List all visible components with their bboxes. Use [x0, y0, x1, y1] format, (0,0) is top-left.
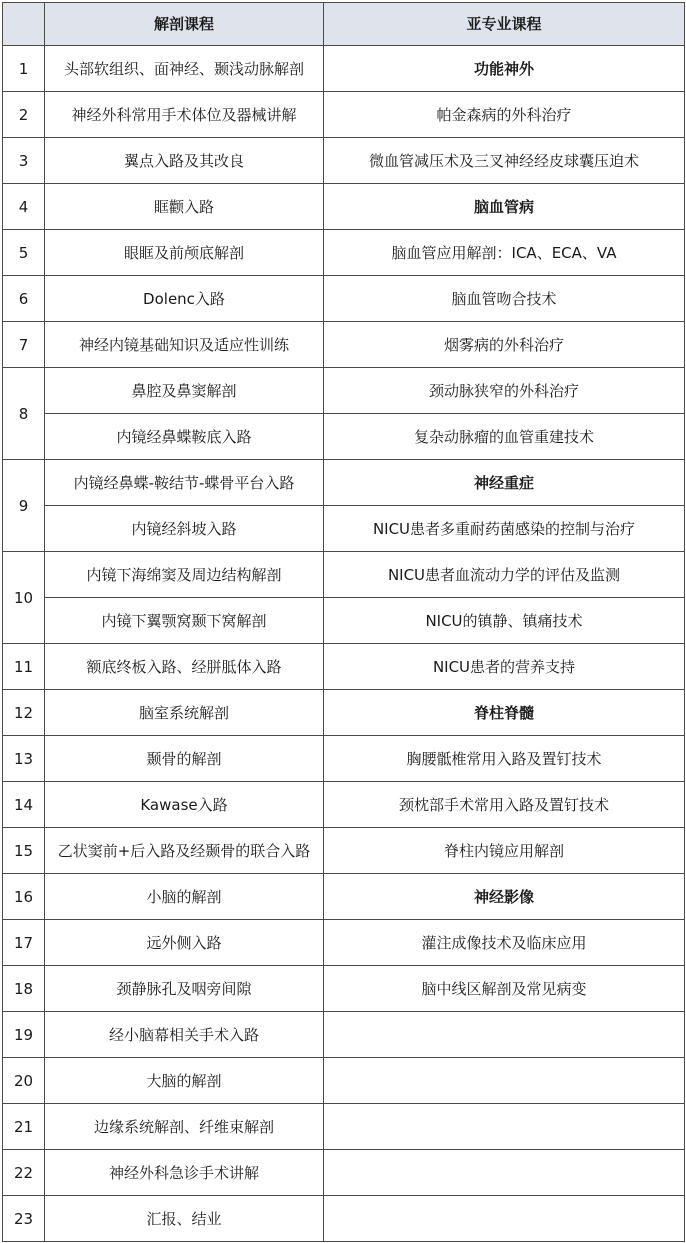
- table-row: [3, 460, 685, 506]
- anatomy-course-cell: 内镜经斜坡入路: [45, 506, 324, 552]
- subspecialty-course-cell: 脑血管吻合技术: [324, 276, 685, 322]
- anatomy-course-cell: 小脑的解剖: [45, 874, 324, 920]
- anatomy-course-cell: Dolenc入路: [45, 276, 324, 322]
- anatomy-course-cell: 内镜经鼻蝶鞍底入路: [45, 414, 324, 460]
- row-index: 6: [3, 276, 45, 322]
- anatomy-course-cell: 脑室系统解剖: [45, 690, 324, 736]
- subspecialty-course-cell: 脑血管应用解剖：ICA、ECA、VA: [324, 230, 685, 276]
- subspecialty-category-cell: 功能神外: [324, 46, 685, 92]
- table-row: [3, 1196, 685, 1242]
- subspecialty-course-cell: [324, 1150, 685, 1196]
- table-row: [3, 92, 685, 138]
- table-row: [3, 736, 685, 782]
- table-row: [3, 414, 685, 460]
- anatomy-course-cell: 头部软组织、面神经、颞浅动脉解剖: [45, 46, 324, 92]
- row-index: 14: [3, 782, 45, 828]
- table-row: [3, 138, 685, 184]
- anatomy-course-cell: 颈静脉孔及咽旁间隙: [45, 966, 324, 1012]
- anatomy-course-cell: 经小脑幕相关手术入路: [45, 1012, 324, 1058]
- row-index: 2: [3, 92, 45, 138]
- subspecialty-course-cell: 脊柱内镜应用解剖: [324, 828, 685, 874]
- table-row: [3, 1058, 685, 1104]
- table-row: [3, 322, 685, 368]
- anatomy-course-cell: 神经内镜基础知识及适应性训练: [45, 322, 324, 368]
- table-row: [3, 552, 685, 598]
- row-index: 22: [3, 1150, 45, 1196]
- subspecialty-category-cell: 脊柱脊髓: [324, 690, 685, 736]
- table-row: [3, 46, 685, 92]
- subspecialty-course-cell: 复杂动脉瘤的血管重建技术: [324, 414, 685, 460]
- header-row: [3, 3, 685, 46]
- table-header: [3, 3, 685, 46]
- table-row: [3, 782, 685, 828]
- row-index: 7: [3, 322, 45, 368]
- header-index: [3, 3, 45, 46]
- row-index: 21: [3, 1104, 45, 1150]
- subspecialty-category-cell: 神经影像: [324, 874, 685, 920]
- table-row: [3, 368, 685, 414]
- table-row: [3, 276, 685, 322]
- row-index: 19: [3, 1012, 45, 1058]
- row-index: 4: [3, 184, 45, 230]
- subspecialty-course-cell: [324, 1058, 685, 1104]
- anatomy-course-cell: 内镜经鼻蝶-鞍结节-蝶骨平台入路: [45, 460, 324, 506]
- anatomy-course-cell: 大脑的解剖: [45, 1058, 324, 1104]
- table-row: [3, 1012, 685, 1058]
- table-row: [3, 828, 685, 874]
- anatomy-course-cell: 颞骨的解剖: [45, 736, 324, 782]
- anatomy-course-cell: 眶颧入路: [45, 184, 324, 230]
- anatomy-course-cell: 额底终板入路、经胼胝体入路: [45, 644, 324, 690]
- anatomy-course-cell: 远外侧入路: [45, 920, 324, 966]
- table-row: [3, 1104, 685, 1150]
- anatomy-course-cell: 边缘系统解剖、纤维束解剖: [45, 1104, 324, 1150]
- table-row: [3, 690, 685, 736]
- subspecialty-course-cell: NICU患者的营养支持: [324, 644, 685, 690]
- row-index: 1: [3, 46, 45, 92]
- table-row: [3, 506, 685, 552]
- row-index: 15: [3, 828, 45, 874]
- table-row: [3, 184, 685, 230]
- course-table: [2, 2, 685, 1242]
- anatomy-course-cell: 神经外科常用手术体位及器械讲解: [45, 92, 324, 138]
- anatomy-course-cell: 眼眶及前颅底解剖: [45, 230, 324, 276]
- row-index: 9: [3, 460, 45, 552]
- table-row: [3, 230, 685, 276]
- subspecialty-course-cell: [324, 1012, 685, 1058]
- subspecialty-course-cell: 烟雾病的外科治疗: [324, 322, 685, 368]
- subspecialty-course-cell: 帕金森病的外科治疗: [324, 92, 685, 138]
- subspecialty-course-cell: [324, 1196, 685, 1242]
- row-index: 3: [3, 138, 45, 184]
- row-index: 13: [3, 736, 45, 782]
- table-row: [3, 598, 685, 644]
- subspecialty-course-cell: 颈动脉狭窄的外科治疗: [324, 368, 685, 414]
- subspecialty-course-cell: NICU患者多重耐药菌感染的控制与治疗: [324, 506, 685, 552]
- anatomy-course-cell: 翼点入路及其改良: [45, 138, 324, 184]
- subspecialty-course-cell: NICU的镇静、镇痛技术: [324, 598, 685, 644]
- row-index: 8: [3, 368, 45, 460]
- subspecialty-course-cell: 灌注成像技术及临床应用: [324, 920, 685, 966]
- table-row: [3, 1150, 685, 1196]
- table-row: [3, 644, 685, 690]
- row-index: 12: [3, 690, 45, 736]
- row-index: 16: [3, 874, 45, 920]
- subspecialty-category-cell: 脑血管病: [324, 184, 685, 230]
- anatomy-course-cell: 汇报、结业: [45, 1196, 324, 1242]
- row-index: 23: [3, 1196, 45, 1242]
- subspecialty-course-cell: 颈枕部手术常用入路及置钉技术: [324, 782, 685, 828]
- header-subspecialty-courses: 亚专业课程: [324, 3, 685, 46]
- row-index: 11: [3, 644, 45, 690]
- header-anatomy-courses: 解剖课程: [45, 3, 324, 46]
- anatomy-course-cell: Kawase入路: [45, 782, 324, 828]
- subspecialty-category-cell: 神经重症: [324, 460, 685, 506]
- anatomy-course-cell: 乙状窦前+后入路及经颞骨的联合入路: [45, 828, 324, 874]
- row-index: 5: [3, 230, 45, 276]
- anatomy-course-cell: 内镜下海绵窦及周边结构解剖: [45, 552, 324, 598]
- anatomy-course-cell: 神经外科急诊手术讲解: [45, 1150, 324, 1196]
- subspecialty-course-cell: [324, 1104, 685, 1150]
- subspecialty-course-cell: 微血管减压术及三叉神经经皮球囊压迫术: [324, 138, 685, 184]
- subspecialty-course-cell: 胸腰骶椎常用入路及置钉技术: [324, 736, 685, 782]
- row-index: 10: [3, 552, 45, 644]
- anatomy-course-cell: 内镜下翼颚窝颞下窝解剖: [45, 598, 324, 644]
- table-body: [3, 46, 685, 1242]
- row-index: 17: [3, 920, 45, 966]
- row-index: 20: [3, 1058, 45, 1104]
- row-index: 18: [3, 966, 45, 1012]
- table-row: [3, 920, 685, 966]
- subspecialty-course-cell: NICU患者血流动力学的评估及监测: [324, 552, 685, 598]
- table-row: [3, 966, 685, 1012]
- table-row: [3, 874, 685, 920]
- anatomy-course-cell: 鼻腔及鼻窦解剖: [45, 368, 324, 414]
- subspecialty-course-cell: 脑中线区解剖及常见病变: [324, 966, 685, 1012]
